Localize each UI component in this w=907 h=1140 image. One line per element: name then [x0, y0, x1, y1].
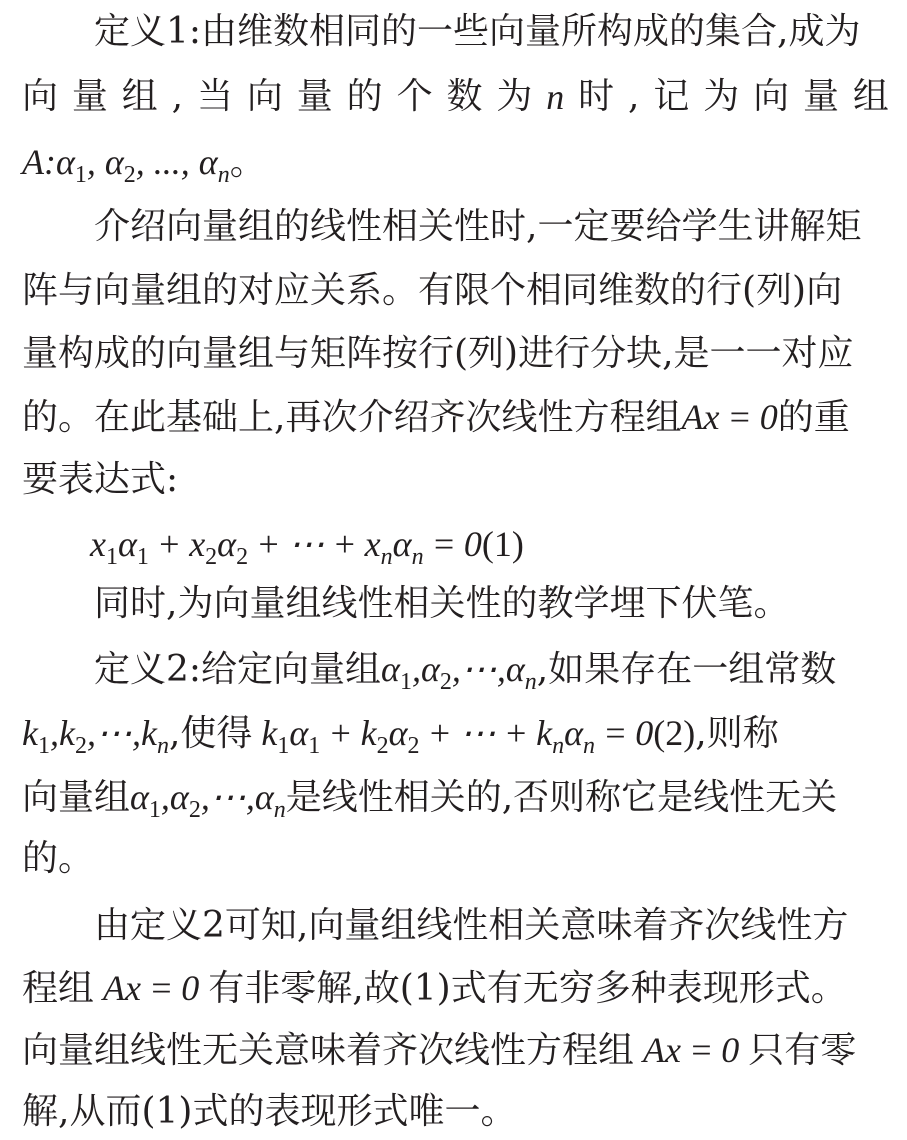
equation-tag: (2) — [653, 713, 696, 753]
math-equation-ax0: Ax = 0 — [94, 968, 200, 1008]
text-char: 当 — [197, 76, 234, 117]
after-equation-line: 同时,为向量组线性相关性的教学埋下伏笔。 — [94, 583, 790, 624]
math-linear-combination: $x_1\alpha_1 + x_2\alpha_2$ + ⋯ + $x_n\alpha_n = 0$ — [90, 524, 482, 570]
text-span: 定义2:给定向量组 — [94, 649, 382, 690]
text-char: 数 — [446, 76, 483, 117]
conclusion-line-2 — [22, 964, 889, 1012]
text-span: 的重 — [777, 397, 850, 438]
def1-line-2 — [22, 73, 889, 121]
intro-line-3: 量构成的向量组与矩阵按行(列)进行分块,是一一对应 — [22, 333, 854, 374]
text-span: 向量组线性无关意味着齐次线性方程组 — [22, 1030, 635, 1071]
text-span: ,如果存在一组常数 — [536, 649, 837, 690]
text-char: 时 — [578, 76, 615, 117]
def2-line-1 — [94, 645, 889, 693]
text-span: 向量组 — [22, 777, 131, 818]
intro-line-1: 介绍向量组的线性相关性时,一定要给学生讲解矩 — [94, 206, 862, 247]
intro-line-2: 阵与向量组的对应关系。有限个相同维数的行(列)向 — [22, 270, 843, 311]
def1-line-1: 定义1:由维数相同的一些向量所构成的集合,成为 — [94, 11, 861, 52]
text-span: 只有零 — [748, 1030, 857, 1071]
text-char: 量 — [296, 76, 333, 117]
text-char: 量 — [71, 76, 108, 117]
text-char: 向 — [246, 76, 283, 117]
intro-line-4 — [22, 393, 889, 441]
conclusion-line-3 — [22, 1026, 889, 1074]
text-char: 量 — [803, 76, 840, 117]
text-span: ,使得 — [168, 713, 253, 754]
math-var-n: n — [546, 77, 565, 117]
def2-line-4: 的。 — [22, 838, 95, 879]
equation-tag: (1) — [481, 524, 524, 564]
math-vector-list: $\alpha_1$, $\alpha_2$, ..., $\alpha_n$ — [55, 142, 230, 188]
text-char: 个 — [396, 76, 433, 117]
intro-line-5: 要表达式: — [22, 459, 179, 500]
text-char: 向 — [753, 76, 790, 117]
text-span: 的。在此基础上,再次介绍齐次线性方程组 — [22, 397, 682, 438]
text-char: 为 — [496, 76, 533, 117]
text-char: 的 — [346, 76, 383, 117]
vector-group-label: A: — [22, 142, 56, 182]
text-span: 是线性相关的,否则称它是线性无关 — [285, 777, 838, 818]
math-vector-list: $\alpha_1,\alpha_2,\cdots,\alpha_n$ — [130, 777, 286, 823]
conclusion-line-1: 由定义2可知,向量组线性相关意味着齐次线性方 — [94, 905, 849, 946]
math-constant-list: $k_1,k_2,\cdots,k_n$ — [22, 713, 169, 759]
text-char: , — [171, 76, 184, 117]
def2-line-3 — [22, 773, 889, 821]
text-char: 为 — [703, 76, 740, 117]
math-vector-list: $\alpha_1,\alpha_2,\cdots,\alpha_n$ — [381, 649, 537, 695]
text-char: 记 — [653, 76, 690, 117]
text-char: 组 — [121, 76, 158, 117]
text-span: 有非零解,故(1)式有无穷多种表现形式。 — [208, 968, 847, 1009]
equation-1 — [90, 520, 889, 568]
text-char: , — [628, 76, 640, 117]
text-punct: 。 — [229, 142, 266, 183]
text-span: ,则称 — [695, 713, 779, 754]
math-equation-ax0: Ax = 0 — [634, 1030, 740, 1070]
math-equation-ax0: Ax = 0 — [681, 397, 778, 437]
math-linear-combination: $k_1\alpha_1 + k_2\alpha_2$ + ⋯ + $k_n\alpha_n = 0$ — [252, 713, 654, 759]
def2-line-2 — [22, 709, 889, 757]
def1-line-3 — [22, 138, 889, 186]
text-char: 组 — [852, 76, 889, 117]
text-span: 程组 — [22, 968, 95, 1009]
conclusion-line-4: 解,从而(1)式的表现形式唯一。 — [22, 1091, 517, 1132]
text-char: 向 — [22, 76, 59, 117]
